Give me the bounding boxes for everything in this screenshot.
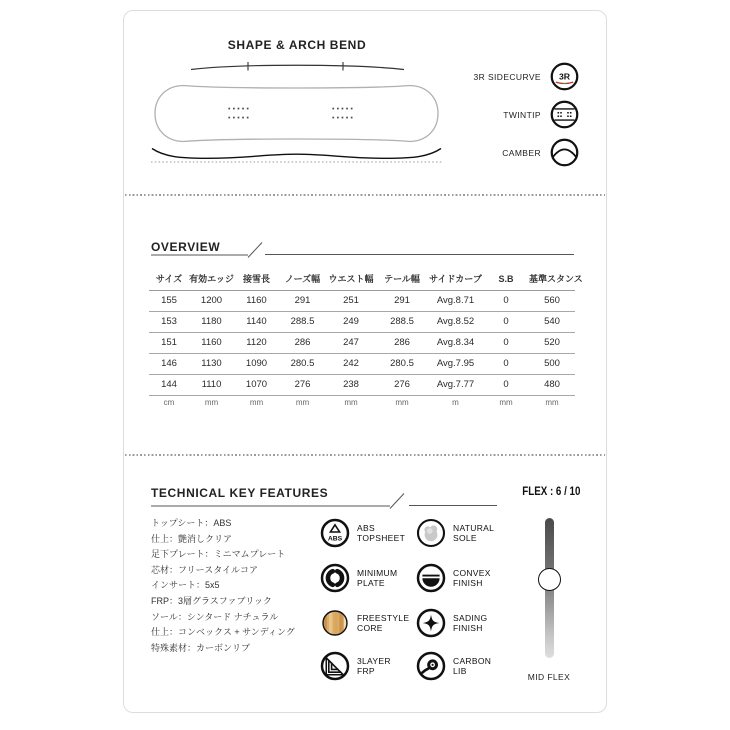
cell: 1180 (189, 311, 234, 332)
badge-minimum-plate (320, 563, 397, 593)
cell: 1160 (189, 332, 234, 353)
3r-badge-text: 3R (558, 71, 571, 82)
cell: 520 (529, 332, 575, 353)
convex-finish-icon (416, 563, 446, 593)
board-topview-icon (155, 86, 438, 142)
spec-line: インサート：5x5 (151, 580, 220, 591)
cell: Avg.7.95 (428, 353, 483, 374)
badge-sading-finish (416, 608, 487, 638)
cell: 146 (149, 353, 189, 374)
cell: Avg.8.71 (428, 290, 483, 311)
cell: 0 (483, 374, 529, 395)
cell: 540 (529, 311, 575, 332)
cell: 0 (483, 332, 529, 353)
col-header: 基準スタンス (529, 268, 575, 290)
cell: 286 (376, 332, 428, 353)
spec-line: FRP：3層グラスファブリック (151, 595, 272, 606)
flex-slider-knob (538, 568, 561, 591)
badge-label: ABS TOPSHEET (357, 523, 406, 543)
camber-icon (550, 138, 579, 167)
table-header-row (149, 268, 575, 290)
badge-convex-finish (416, 563, 491, 593)
badge-label: SADING FINISH (453, 613, 488, 633)
cell: 280.5 (376, 353, 428, 374)
spec-line: ソール：シンタード ナチュラル (151, 611, 279, 622)
cell: 1120 (234, 332, 279, 353)
cell: 480 (529, 374, 575, 395)
overview-title-rule (151, 240, 575, 260)
badge-freestyle-core (320, 608, 409, 638)
unit-cell: mm (295, 398, 310, 408)
badge-label: 3LAYER FRP (357, 656, 391, 676)
cell: 1090 (234, 353, 279, 374)
technical-title: TECHNICAL KEY FEATURES (151, 486, 329, 500)
spec-line: 芯材：フリースタイルコア (151, 564, 259, 575)
minimum-plate-icon (320, 563, 350, 593)
cell: 291 (279, 290, 326, 311)
cell: 0 (483, 353, 529, 374)
units-row (149, 395, 575, 410)
badge-abs-topsheet (320, 518, 405, 548)
cell: 247 (326, 332, 376, 353)
unit-cell: m (452, 398, 459, 408)
cell: 155 (149, 290, 189, 311)
spec-line: 仕上：コンベックス + サンディング (151, 627, 295, 638)
spec-line: 特殊素材：カーボンリブ (151, 642, 251, 653)
materials-spec-list (151, 516, 295, 656)
badge-label: CARBON LIB (453, 656, 492, 676)
badge-label: FREESTYLE CORE (357, 613, 410, 633)
cell: 0 (483, 311, 529, 332)
flex-rating-title: FLEX : 6 / 10 (521, 486, 580, 498)
camber-profile-icon (151, 149, 442, 163)
sading-finish-icon (416, 608, 446, 638)
col-header: テール幅 (376, 268, 428, 290)
3r-sidecurve-icon (550, 62, 579, 91)
table-row (149, 290, 575, 311)
spec-line: 仕上：艶消しクリア (151, 533, 233, 544)
cell: 288.5 (376, 311, 428, 332)
unit-cell: mm (249, 398, 264, 408)
cell: 238 (326, 374, 376, 395)
unit-cell: mm (395, 398, 409, 408)
badge-label: MINIMUM PLATE (357, 568, 398, 588)
badge-3layer-frp (320, 651, 391, 681)
spec-card (123, 10, 607, 713)
twintip-icon (550, 100, 579, 129)
cell: 151 (149, 332, 189, 353)
badge-label: NATURAL SOLE (453, 523, 495, 543)
cell: 500 (529, 353, 575, 374)
cell: 280.5 (279, 353, 326, 374)
unit-cell: mm (204, 398, 219, 408)
spec-line: トップシート：ABS (151, 518, 232, 528)
badge-label: CONVEX FINISH (453, 568, 491, 588)
cell: 1110 (189, 374, 234, 395)
cell: 153 (149, 311, 189, 332)
cell: 0 (483, 290, 529, 311)
overview-title: OVERVIEW (151, 240, 221, 254)
cell: 276 (376, 374, 428, 395)
cell: Avg.7.77 (428, 374, 483, 395)
shape-section-title: SHAPE & ARCH BEND (227, 38, 367, 52)
table-row (149, 311, 575, 332)
cell: 1160 (234, 290, 279, 311)
cell: 249 (326, 311, 376, 332)
col-header: S.B (483, 268, 529, 290)
carbon-lib-icon (416, 651, 446, 681)
col-header: ノーズ幅 (279, 268, 326, 290)
feature-3r-sidecurve (474, 62, 579, 91)
cell: 288.5 (279, 311, 326, 332)
unit-cell: mm (499, 398, 513, 408)
table-row (149, 353, 575, 374)
cell: 251 (326, 290, 376, 311)
feature-label: TWINTIP (503, 109, 541, 120)
cell: 560 (529, 290, 575, 311)
cell: Avg.8.52 (428, 311, 483, 332)
cell: 1070 (234, 374, 279, 395)
cell: 1140 (234, 311, 279, 332)
flex-level-label: MID FLEX (527, 672, 571, 682)
feature-twintip (503, 100, 579, 129)
size-spec-table (149, 268, 583, 410)
badge-natural-sole (416, 518, 494, 548)
col-header: サイドカーブ (428, 268, 483, 290)
section-divider (125, 454, 605, 456)
sidecut-arc-icon (191, 62, 404, 71)
table-row (149, 374, 575, 395)
cell: 144 (149, 374, 189, 395)
cell: 1130 (189, 353, 234, 374)
unit-cell: cm (163, 398, 175, 408)
natural-sole-icon (416, 518, 446, 548)
unit-cell: mm (344, 398, 358, 408)
badge-carbon-lib (416, 651, 491, 681)
cell: 1200 (189, 290, 234, 311)
col-header: 接雪長 (234, 268, 279, 290)
feature-label: CAMBER (502, 147, 541, 158)
snowboard-diagram (149, 58, 444, 168)
freestyle-core-icon (320, 608, 350, 638)
3layer-frp-icon (320, 651, 350, 681)
feature-camber (502, 138, 579, 167)
abs-icon-text: ABS (327, 535, 343, 543)
unit-cell: mm (545, 398, 559, 408)
col-header: サイズ (149, 268, 189, 290)
cell: 286 (279, 332, 326, 353)
col-header: ウエスト幅 (326, 268, 376, 290)
section-divider (125, 194, 605, 196)
spec-line: 足下プレート：ミニマムプレート (151, 549, 286, 560)
technical-title-rule (151, 489, 501, 511)
feature-label: 3R SIDECURVE (473, 71, 541, 82)
cell: 291 (376, 290, 428, 311)
cell: 276 (279, 374, 326, 395)
table-row (149, 332, 575, 353)
cell: Avg.8.34 (428, 332, 483, 353)
cell: 242 (326, 353, 376, 374)
abs-topsheet-icon (320, 518, 350, 548)
col-header: 有効エッジ (189, 268, 234, 290)
